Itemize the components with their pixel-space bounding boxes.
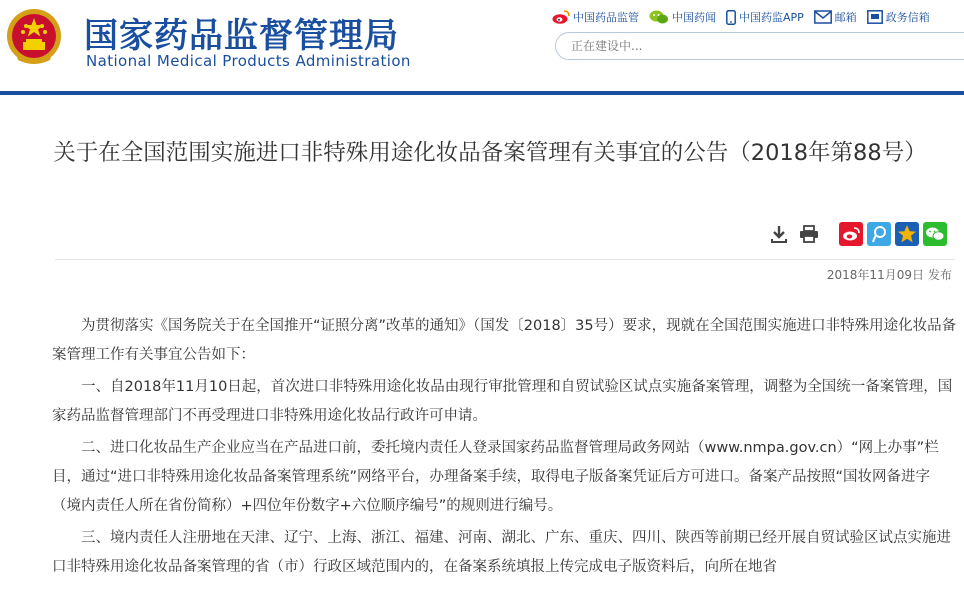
nav-app[interactable] — [726, 9, 804, 25]
mail-icon — [814, 10, 832, 24]
top-nav — [552, 9, 930, 25]
search-input[interactable] — [555, 32, 964, 60]
publish-date-value: 2018年11月09日 — [826, 268, 924, 282]
nav-weibo-label: 中国药品监管 — [573, 11, 639, 24]
publish-date — [823, 266, 952, 283]
share-tencent-button[interactable] — [867, 222, 891, 246]
nav-app-label: 中国药监APP — [739, 11, 804, 24]
inbox-icon — [867, 10, 883, 24]
share-bar — [839, 222, 947, 246]
header-divider — [0, 91, 964, 95]
nav-mail-label: 邮箱 — [834, 11, 857, 24]
qzone-star-icon — [897, 224, 917, 244]
publish-date-suffix: 发布 — [927, 268, 952, 282]
nav-wechat[interactable] — [649, 9, 716, 25]
site-header — [0, 0, 964, 92]
nav-weibo[interactable] — [552, 9, 639, 25]
article-body — [52, 312, 958, 585]
article-title: 关于在全国范围实施进口非特殊用途化妆品备案管理有关事宜的公告（2018年第88号） — [53, 140, 927, 166]
weibo-icon — [552, 10, 570, 24]
printer-icon — [799, 225, 819, 243]
share-qzone-button[interactable] — [895, 222, 919, 246]
phone-icon — [726, 10, 736, 25]
share-weibo-button[interactable] — [839, 222, 863, 246]
wechat-icon — [649, 10, 669, 24]
national-emblem-icon — [6, 6, 62, 68]
title-divider — [55, 259, 955, 260]
article-paragraph: 为贯彻落实《国务院关于在全国推开“证照分离”改革的通知》（国发〔2018〕35号）要求，现就在全国范围实施进口非特殊用途化妆品备案管理工作有关事宜公告如下： — [52, 318, 957, 363]
nav-wechat-label: 中国药闻 — [672, 11, 716, 24]
article-paragraph: 二、进口化妆品生产企业应当在产品进口前，委托境内责任人登录国家药品监督管理局政务网站（www.nmpa.gov.cn）“网上办事”栏目，通过“进口非特殊用途化妆品备案管理系统”网络平台，办理备案手续，取得电子版备案凭证后方可进口。备案产品按照“国妆网备进字（境内责任人所在省份简称）+四位年份数字+六位顺序编号”的规则进行编号。 — [52, 440, 939, 514]
article-paragraph: 三、境内责任人注册地在天津、辽宁、上海、浙江、福建、河南、湖北、广东、重庆、四川、陕西等前期已经开展自贸试验区试点实施进口非特殊用途化妆品备案管理的省（市）行政区域范围内的，在备案系统填报上传完成电子版资料后，向所在地省 — [52, 530, 951, 575]
article-tools — [768, 223, 820, 245]
nav-inbox[interactable] — [867, 9, 930, 25]
print-button[interactable] — [798, 223, 820, 245]
tencent-weibo-icon — [871, 225, 887, 243]
nav-inbox-label: 政务信箱 — [885, 11, 930, 24]
site-name-en[interactable]: National Medical Products Administration — [86, 52, 411, 70]
wechat-icon — [925, 226, 945, 242]
download-icon — [770, 225, 788, 243]
download-button[interactable] — [768, 223, 790, 245]
share-wechat-button[interactable] — [923, 222, 947, 246]
site-name-cn[interactable]: 国家药品监督管理局 — [84, 16, 399, 56]
article-paragraph: 一、自2018年11月10日起，首次进口非特殊用途化妆品由现行审批管理和自贸试验区试点实施备案管理，调整为全国统一备案管理，国家药品监督管理部门不再受理进口非特殊用途化妆品行政许可申请。 — [52, 379, 953, 424]
nav-mail[interactable] — [814, 9, 857, 25]
weibo-icon — [842, 227, 860, 241]
